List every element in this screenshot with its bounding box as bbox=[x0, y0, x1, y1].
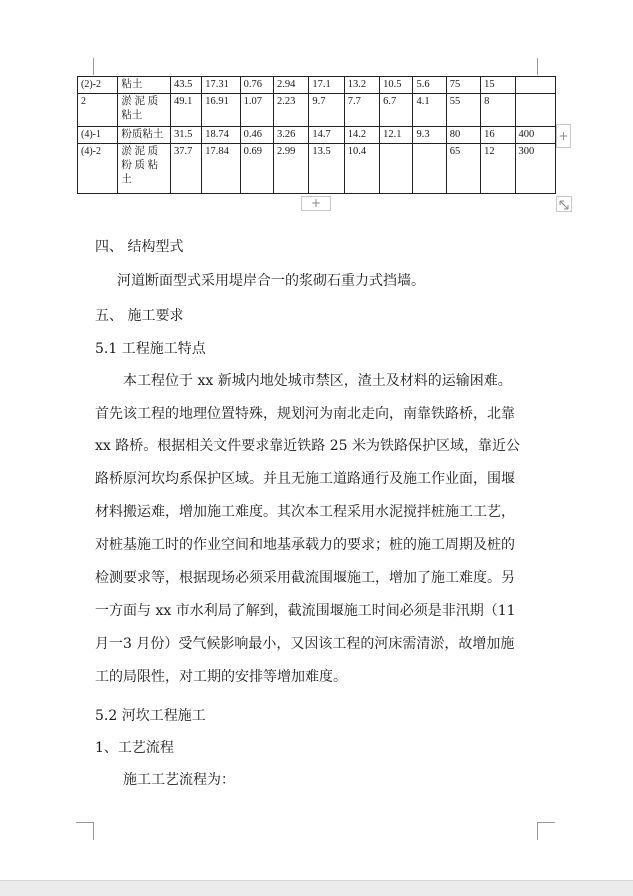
crop-mark-bottom-left-h bbox=[76, 822, 94, 823]
value-cell: 15 bbox=[481, 77, 515, 94]
soil-name-cell: 淤 泥 质 粘土 bbox=[118, 94, 171, 127]
paragraph-line: 一方面与 xx 市水利局了解到，截流围堰施工时间必须是非汛期（11 bbox=[95, 603, 516, 619]
value-cell: 75 bbox=[446, 77, 480, 94]
value-cell: 13.2 bbox=[344, 77, 379, 94]
value-cell: 17.1 bbox=[309, 77, 344, 94]
value-cell: 8 bbox=[481, 94, 515, 127]
crop-mark-top-right bbox=[537, 58, 538, 75]
paragraph-line: xx 路桥。根据相关文件要求靠近铁路 25 米为铁路保护区域，靠近公 bbox=[95, 438, 520, 454]
value-cell: 17.31 bbox=[202, 77, 240, 94]
value-cell: 2.23 bbox=[274, 94, 309, 127]
value-cell: 12.1 bbox=[380, 127, 413, 144]
paragraph-line: 首先该工程的地理位置特殊，规划河为南北走向，南靠铁路桥，北靠 bbox=[95, 406, 515, 422]
layer-id-cell: (2)-2 bbox=[78, 77, 118, 94]
value-cell: 18.74 bbox=[202, 127, 240, 144]
subsection-5-2-heading: 5.2 河坎工程施工 bbox=[95, 708, 206, 724]
value-cell: 12 bbox=[481, 144, 515, 194]
value-cell: 37.7 bbox=[170, 144, 201, 194]
paragraph-line: 对桩基施工时的作业空间和地基承载力的要求；桩的施工周期及桩的 bbox=[95, 537, 515, 553]
crop-mark-bottom-right-h bbox=[537, 822, 555, 823]
value-cell: 17.84 bbox=[202, 144, 240, 194]
value-cell: 16 bbox=[481, 127, 515, 144]
value-cell: 9.3 bbox=[413, 127, 446, 144]
value-cell: 400 bbox=[515, 127, 556, 144]
crop-mark-top-left bbox=[93, 58, 94, 75]
paragraph-line: 材料搬运难，增加施工难度。其次本工程采用水泥搅拌桩施工工艺， bbox=[95, 504, 515, 520]
value-cell: 10.4 bbox=[344, 144, 379, 194]
table-row bbox=[78, 77, 556, 94]
paragraph-line: 检测要求等，根据现场必须采用截流围堰施工，增加了施工难度。另 bbox=[95, 570, 515, 586]
add-column-button[interactable]: + bbox=[556, 124, 571, 148]
value-cell: 14.7 bbox=[309, 127, 344, 144]
value-cell: 5.6 bbox=[413, 77, 446, 94]
table-row bbox=[78, 94, 556, 127]
value-cell: 300 bbox=[515, 144, 556, 194]
value-cell: 1.07 bbox=[240, 94, 273, 127]
paragraph-line: 本工程位于 xx 新城内地处城市禁区，渣土及材料的运输困难。 bbox=[123, 373, 512, 389]
soil-name-cell: 粘土 bbox=[118, 77, 171, 94]
item-1-heading: 1、工艺流程 bbox=[95, 740, 174, 756]
value-cell: 9.7 bbox=[309, 94, 344, 127]
resize-icon bbox=[557, 198, 571, 212]
crop-mark-bottom-right-v bbox=[537, 822, 538, 840]
value-cell: 65 bbox=[446, 144, 480, 194]
value-cell: 31.5 bbox=[170, 127, 201, 144]
value-cell: 14.2 bbox=[344, 127, 379, 144]
value-cell: 4.1 bbox=[413, 94, 446, 127]
value-cell: 0.46 bbox=[240, 127, 273, 144]
value-cell: 6.7 bbox=[380, 94, 413, 127]
table-resize-handle[interactable] bbox=[556, 196, 572, 212]
page-bottom-edge bbox=[0, 880, 633, 896]
value-cell: 2.99 bbox=[274, 144, 309, 194]
value-cell: 0.76 bbox=[240, 77, 273, 94]
value-cell bbox=[413, 144, 446, 194]
value-cell: 49.1 bbox=[170, 94, 201, 127]
value-cell bbox=[515, 77, 556, 94]
value-cell: 16.91 bbox=[202, 94, 240, 127]
value-cell bbox=[380, 144, 413, 194]
value-cell: 55 bbox=[446, 94, 480, 127]
add-row-button[interactable]: + bbox=[301, 196, 331, 211]
paragraph-line: 月一3 月份）受气候影响最小，又因该工程的河床需清淤，故增加施 bbox=[95, 636, 515, 652]
soil-properties-table bbox=[77, 76, 556, 194]
value-cell: 10.5 bbox=[380, 77, 413, 94]
value-cell: 80 bbox=[446, 127, 480, 144]
section-4-heading: 四、 结构型式 bbox=[95, 239, 184, 255]
layer-id-cell: (4)-2 bbox=[78, 144, 118, 194]
crop-mark-bottom-left-v bbox=[93, 822, 94, 840]
section-5-heading: 五、 施工要求 bbox=[95, 308, 184, 324]
section-4-text: 河道断面型式采用堤岸合一的浆砌石重力式挡墙。 bbox=[117, 273, 425, 289]
item-1-text: 施工工艺流程为： bbox=[123, 772, 235, 788]
value-cell: 13.5 bbox=[309, 144, 344, 194]
value-cell: 7.7 bbox=[344, 94, 379, 127]
table-row bbox=[78, 127, 556, 144]
soil-name-cell: 淤 泥 质 粉 质 粘 土 bbox=[118, 144, 171, 194]
value-cell bbox=[515, 94, 556, 127]
soil-name-cell: 粉质粘土 bbox=[118, 127, 171, 144]
value-cell: 3.26 bbox=[274, 127, 309, 144]
layer-id-cell: 2 bbox=[78, 94, 118, 127]
table-row bbox=[78, 144, 556, 194]
paragraph-line: 路桥原河坎均系保护区域。并且无施工道路通行及施工作业面，围堰 bbox=[95, 471, 515, 487]
subsection-5-1-heading: 5.1 工程施工特点 bbox=[95, 341, 206, 357]
value-cell: 43.5 bbox=[170, 77, 201, 94]
layer-id-cell: (4)-1 bbox=[78, 127, 118, 144]
value-cell: 0.69 bbox=[240, 144, 273, 194]
value-cell: 2.94 bbox=[274, 77, 309, 94]
paragraph-line: 工的局限性，对工期的安排等增加难度。 bbox=[95, 669, 347, 685]
